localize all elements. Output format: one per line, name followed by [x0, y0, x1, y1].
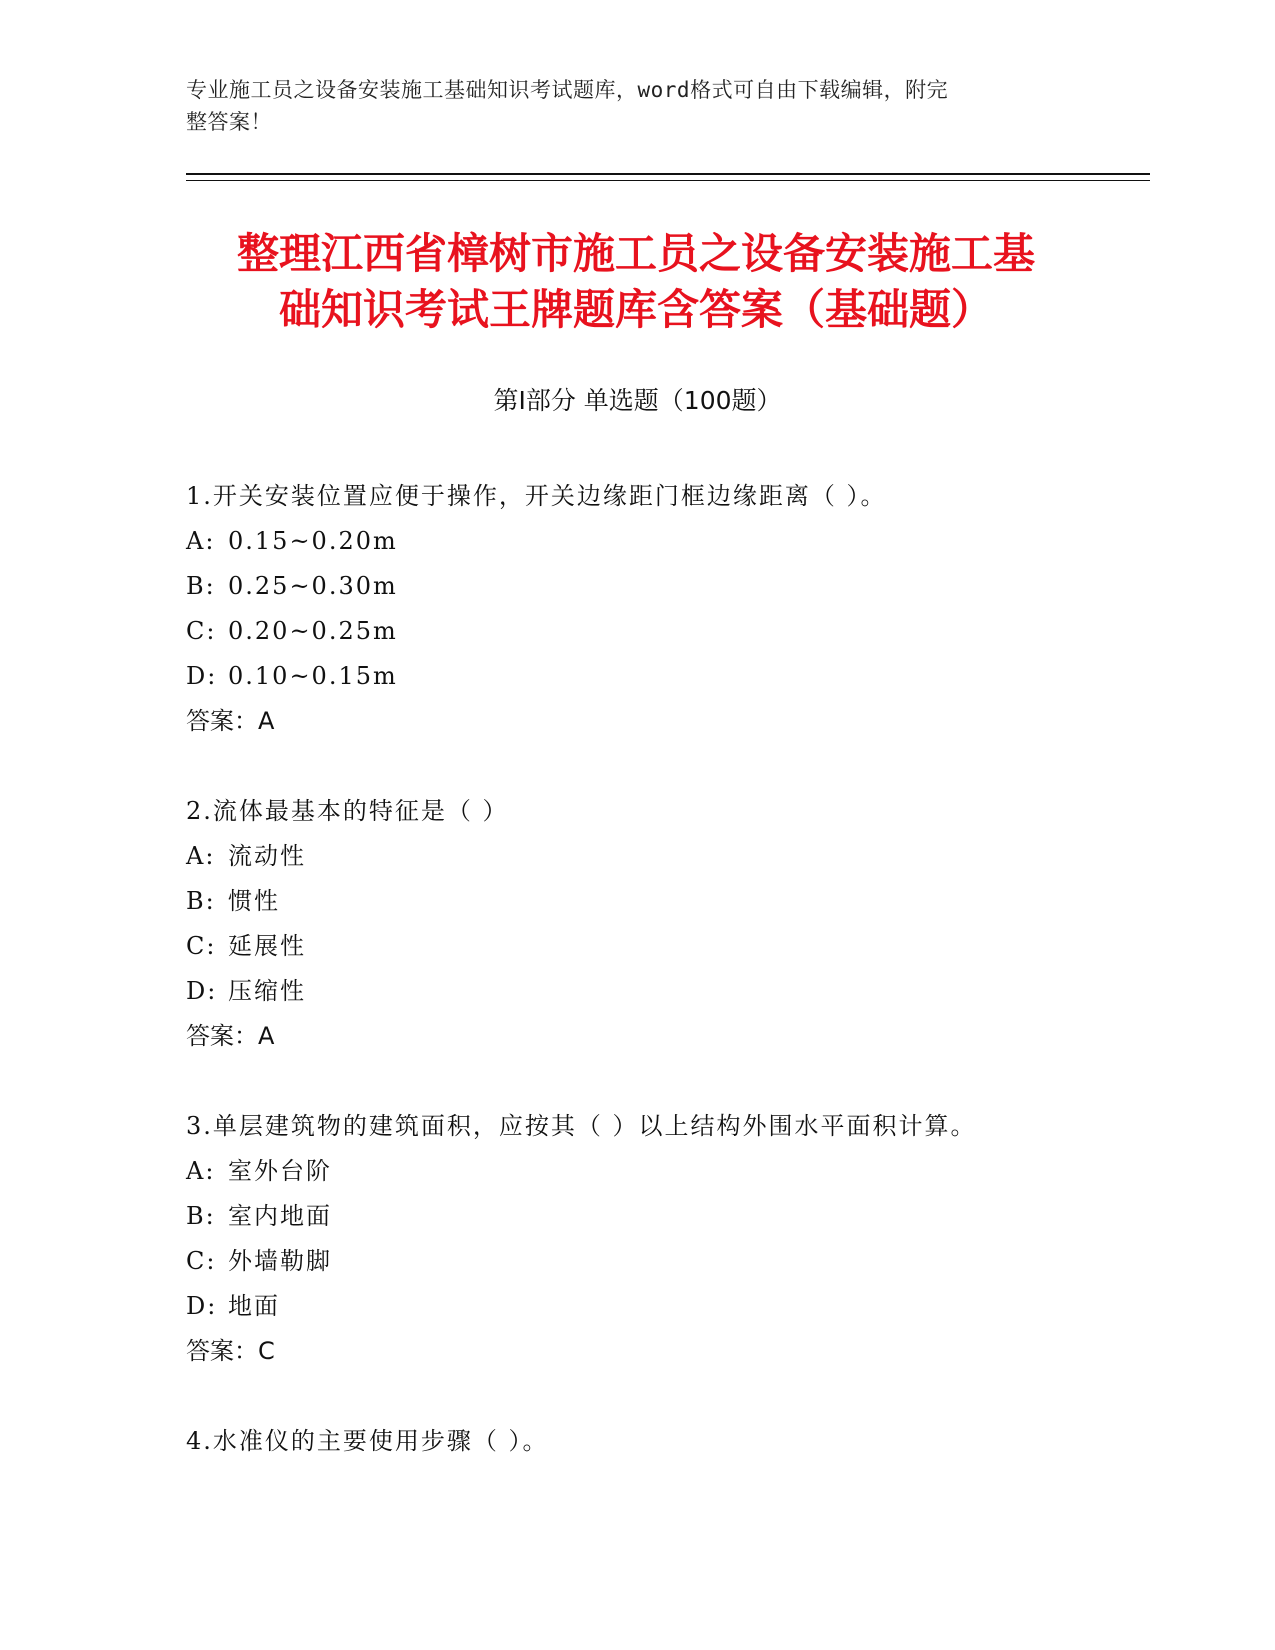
- question-item: [186, 1104, 1150, 1374]
- option-text: 0.15~0.20m: [228, 527, 398, 555]
- question-stem: 2.流体最基本的特征是（ ）: [186, 797, 509, 825]
- option-a: [186, 519, 1150, 564]
- option-letter: A:: [186, 842, 216, 870]
- option-b: [186, 564, 1150, 609]
- option-c: [186, 924, 1150, 969]
- option-text: 延展性: [228, 932, 306, 960]
- document-title-line-1: 整理江西省樟树市施工员之设备安装施工基: [236, 229, 1035, 278]
- option-letter: A:: [186, 1157, 216, 1185]
- option-c: [186, 1239, 1150, 1284]
- option-a: [186, 834, 1150, 879]
- question-list: [186, 474, 1150, 1509]
- option-text: 室内地面: [228, 1202, 332, 1230]
- header-rule-thin: [186, 180, 1150, 181]
- answer-line: 答案：A: [186, 707, 275, 735]
- option-letter: A:: [186, 527, 216, 555]
- option-d: [186, 969, 1150, 1014]
- option-letter: D:: [186, 1292, 218, 1320]
- option-d: [186, 1284, 1150, 1329]
- option-text: 0.25~0.30m: [228, 572, 398, 600]
- section-heading: 第Ⅰ部分 单选题（100题）: [493, 386, 782, 415]
- header-note: [186, 74, 1066, 138]
- option-letter: B:: [186, 887, 216, 915]
- option-text: 惯性: [228, 887, 280, 915]
- option-letter: D:: [186, 662, 218, 690]
- answer-line: 答案：C: [186, 1337, 275, 1365]
- question-item: [186, 789, 1150, 1059]
- header-note-line-2: 整答案！: [186, 110, 272, 134]
- option-b: [186, 1194, 1150, 1239]
- header-note-line-1: 专业施工员之设备安装施工基础知识考试题库，word格式可自由下载编辑，附完: [186, 78, 949, 102]
- question-item: [186, 474, 1150, 744]
- option-a: [186, 1149, 1150, 1194]
- option-text: 外墙勒脚: [228, 1247, 332, 1275]
- option-letter: B:: [186, 1202, 216, 1230]
- option-d: [186, 654, 1150, 699]
- option-letter: D:: [186, 977, 218, 1005]
- question-stem: 3.单层建筑物的建筑面积，应按其（ ）以上结构外围水平面积计算。: [186, 1112, 977, 1140]
- option-letter: C:: [186, 617, 217, 645]
- header-rule-thick: [186, 173, 1150, 175]
- option-text: 地面: [228, 1292, 280, 1320]
- option-text: 压缩性: [228, 977, 306, 1005]
- option-text: 0.20~0.25m: [228, 617, 398, 645]
- question-stem: 4.水准仪的主要使用步骤（ ）。: [186, 1427, 549, 1455]
- option-letter: C:: [186, 1247, 217, 1275]
- question-stem: 1.开关安装位置应便于操作，开关边缘距门框边缘距离（ ）。: [186, 482, 887, 510]
- option-letter: C:: [186, 932, 217, 960]
- option-b: [186, 879, 1150, 924]
- document-title-line-2: 础知识考试王牌题库含答案（基础题）: [278, 285, 993, 334]
- option-text: 0.10~0.15m: [228, 662, 398, 690]
- option-letter: B:: [186, 572, 216, 600]
- option-c: [186, 609, 1150, 654]
- document-title: [186, 226, 1086, 338]
- option-text: 室外台阶: [228, 1157, 332, 1185]
- answer-line: 答案：A: [186, 1022, 275, 1050]
- question-item: [186, 1419, 1150, 1464]
- option-text: 流动性: [228, 842, 306, 870]
